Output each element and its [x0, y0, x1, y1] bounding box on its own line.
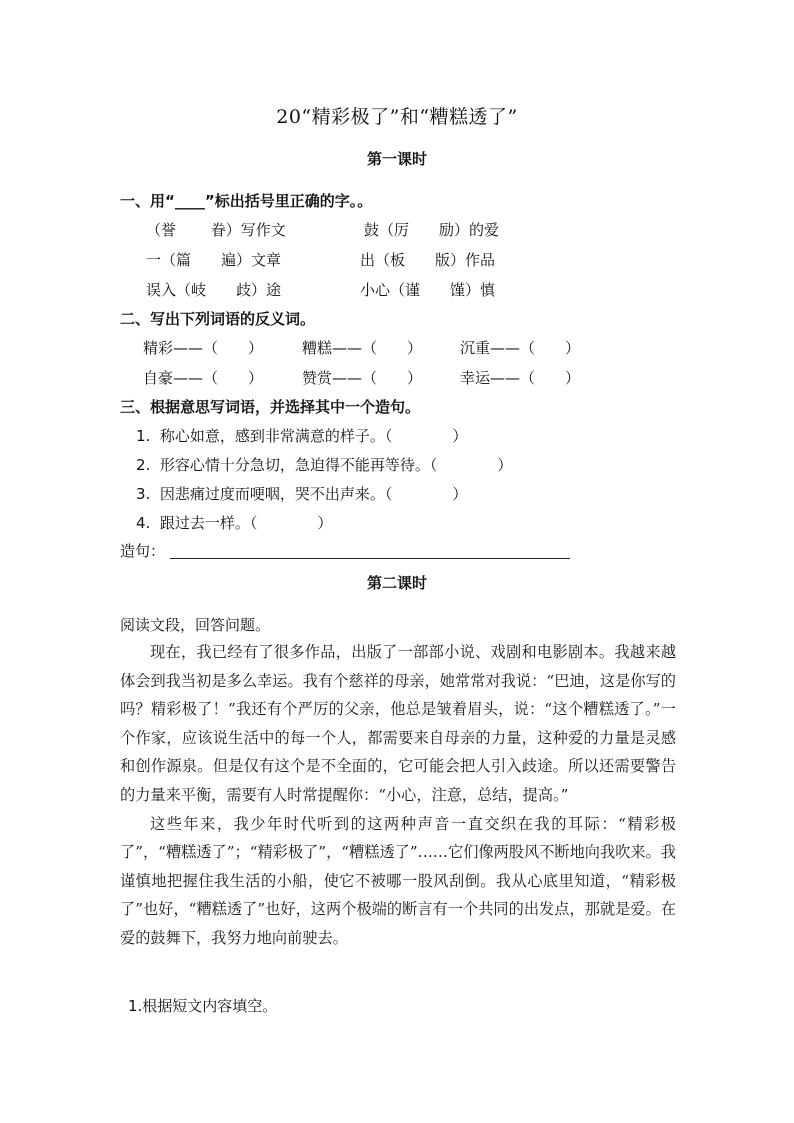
reading-instruction: 阅读文段，回答问题。	[120, 616, 271, 634]
section-three-heading: 三、根据意思写词语，并选择其中一个造句。	[120, 398, 421, 416]
lesson-one-heading: 第一课时	[366, 150, 427, 168]
page-title: 20“精彩极了”和“糟糕透了”	[276, 106, 518, 128]
antonym-item: 赞赏——（ ）	[302, 369, 423, 387]
reading-question-1: 1.根据短文内容填空。	[128, 997, 278, 1015]
antonym-item: 自豪——（ ）	[143, 369, 264, 387]
choice-item: 小心（谨 馑）慎	[360, 281, 496, 299]
word-definition-item: 2. 形容心情十分急切，急迫得不能再等待。（ ）	[136, 456, 513, 474]
word-definition-item: 1. 称心如意，感到非常满意的样子。（ ）	[136, 427, 468, 445]
reading-passage	[120, 638, 676, 953]
sentence-answer-line[interactable]	[170, 558, 570, 559]
passage-paragraph: 现在，我已经有了很多作品，出版了一部部小说、戏剧和电影剧本。我越来越体会到我当初是多么幸运。我有个慈祥的母亲，她常常对我说：“巴迪，这是你写的吗？精彩极了！”我还有个严厉的父亲，他总是皱着眉头，说：“这个糟糕透了。”一个作家，应该说生活中的每一个人，都需要来自母亲的力量，这种爱的力量是灵感和创作源泉。但是仅有这个是不全面的，它可能会把人引入歧途。所以还需要警告的力量来平衡，需要有人时常提醒你：“小心，注意，总结，提高。”	[120, 643, 676, 804]
choice-item: 一（篇 遍）文章	[146, 251, 282, 269]
word-definition-item: 3. 因悲痛过度而哽咽，哭不出声来。（ ）	[136, 485, 468, 503]
word-definition-item: 4. 跟过去一样。（ ）	[136, 514, 333, 532]
choice-item: 出（板 版）作品	[360, 251, 496, 269]
antonym-item: 糟糕——（ ）	[302, 339, 423, 357]
section-one-heading: 一、用“____”标出括号里正确的字。。	[120, 192, 373, 210]
choice-item: 误入（岐 歧）途	[146, 281, 282, 299]
sentence-label: 造句：	[120, 542, 166, 560]
choice-item: 鼓（厉 励）的爱	[364, 221, 500, 239]
choice-item: （誉 眷）写作文	[146, 221, 286, 239]
passage-paragraph: 这些年来，我少年时代听到的这两种声音一直交织在我的耳际：“精彩极了”，“糟糕透了”；“精彩极了”，“糟糕透了”……它们像两股风不断地向我吹来。我谨慎地把握住我生活的小船，使它不被哪一股风刮倒。我从心底里知道，“精彩极了”也好，“糟糕透了”也好，这两个极端的断言有一个共同的出发点，那就是爱。在爱的鼓舞下，我努力地向前驶去。	[120, 814, 676, 947]
antonym-item: 精彩——（ ）	[143, 339, 264, 357]
lesson-two-heading: 第二课时	[366, 574, 427, 592]
antonym-item: 沉重——（ ）	[460, 339, 581, 357]
section-two-heading: 二、写出下列词语的反义词。	[120, 310, 316, 328]
antonym-item: 幸运——（ ）	[460, 369, 581, 387]
